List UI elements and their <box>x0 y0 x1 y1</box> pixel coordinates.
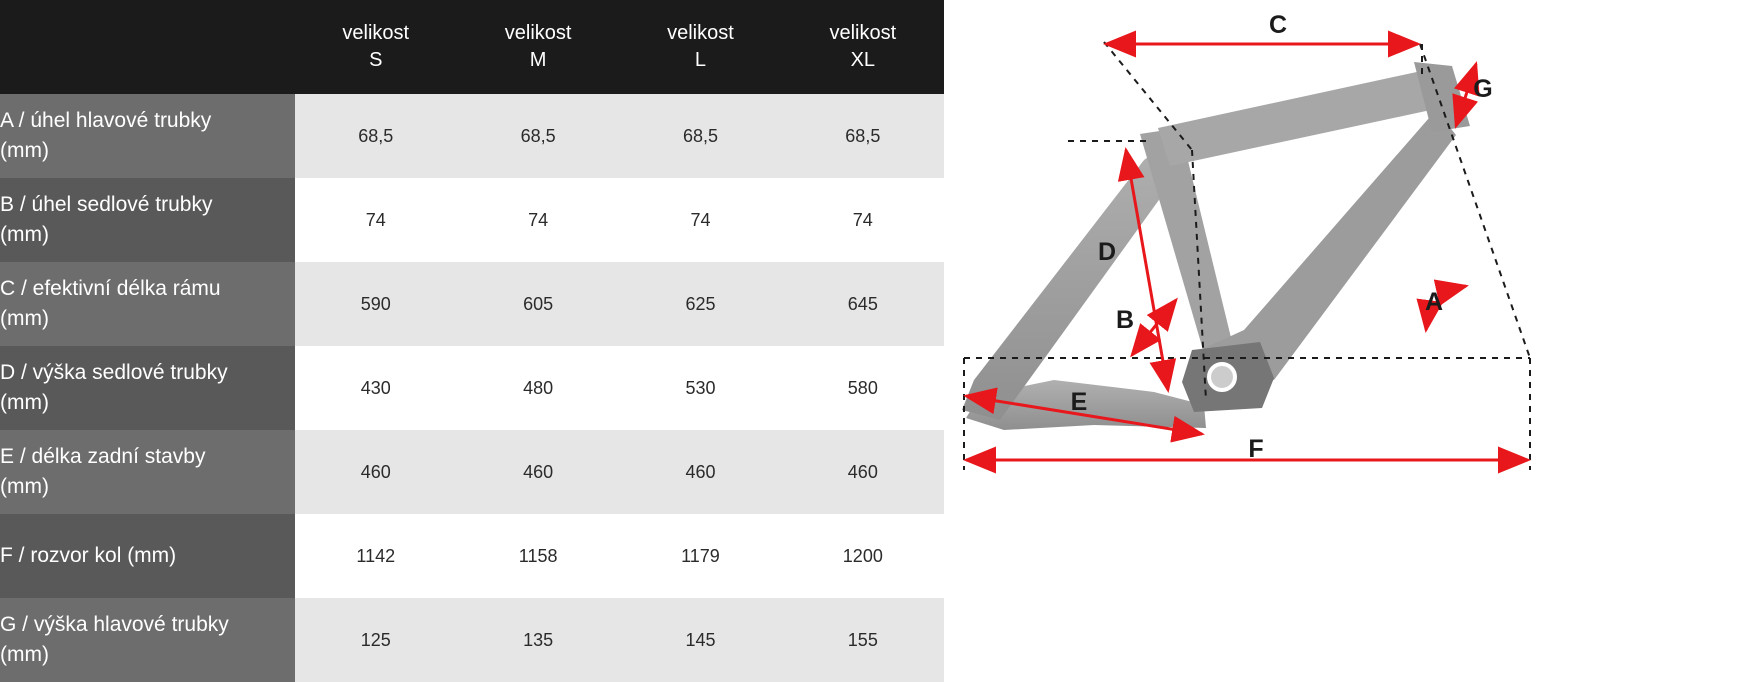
frame-shape-group <box>962 62 1470 430</box>
table-header-row <box>0 0 944 94</box>
cell-g-xl: 155 <box>782 598 944 682</box>
header-size-m <box>457 0 619 94</box>
table-row <box>0 346 944 430</box>
cell-f-l: 1179 <box>619 514 781 598</box>
cell-d-s: 430 <box>295 346 457 430</box>
frame-geometry-diagram <box>944 0 1747 676</box>
table-body <box>0 94 944 682</box>
row-label-b <box>0 178 295 262</box>
label-d: D <box>1097 238 1117 266</box>
cell-e-xl: 460 <box>782 430 944 514</box>
label-f: F <box>1248 435 1264 463</box>
row-label-c-unit: (mm) <box>0 307 49 330</box>
label-g: G <box>1473 75 1493 103</box>
header-size-s-line1: velikost <box>342 22 410 44</box>
row-label-e-text: E / délka zadní stavby <box>0 445 206 469</box>
cell-a-m: 68,5 <box>457 94 619 178</box>
table-row <box>0 178 944 262</box>
row-label-d-unit: (mm) <box>0 391 49 414</box>
header-size-l-line1: velikost <box>667 22 734 44</box>
cell-d-l: 530 <box>619 346 781 430</box>
row-label-g-unit: (mm) <box>0 643 49 666</box>
row-label-f <box>0 514 295 598</box>
table-row <box>0 262 944 346</box>
cell-c-m: 605 <box>457 262 619 346</box>
header-size-m-line1: velikost <box>504 22 572 44</box>
table-row <box>0 94 944 178</box>
label-a: A <box>1424 288 1444 316</box>
row-label-c <box>0 262 295 346</box>
cell-e-m: 460 <box>457 430 619 514</box>
bottom-bracket-icon <box>1209 364 1235 390</box>
cell-e-s: 460 <box>295 430 457 514</box>
cell-f-m: 1158 <box>457 514 619 598</box>
row-label-d-text: D / výška sedlové trubky <box>0 361 228 385</box>
row-label-e <box>0 430 295 514</box>
cell-g-m: 135 <box>457 598 619 682</box>
cell-b-xl: 74 <box>782 178 944 262</box>
cell-c-s: 590 <box>295 262 457 346</box>
row-label-g <box>0 598 295 682</box>
cell-a-xl: 68,5 <box>782 94 944 178</box>
cell-d-m: 480 <box>457 346 619 430</box>
row-label-f-text: F / rozvor kol (mm) <box>0 544 177 568</box>
header-size-s <box>295 0 457 94</box>
cell-c-xl: 645 <box>782 262 944 346</box>
table-row <box>0 430 944 514</box>
row-label-g-text: G / výška hlavové trubky <box>0 613 229 637</box>
row-label-a-text: A / úhel hlavové trubky <box>0 109 212 133</box>
cell-a-l: 68,5 <box>619 94 781 178</box>
cell-e-l: 460 <box>619 430 781 514</box>
cell-b-s: 74 <box>295 178 457 262</box>
cell-f-xl: 1200 <box>782 514 944 598</box>
cell-b-m: 74 <box>457 178 619 262</box>
header-size-l <box>619 0 781 94</box>
row-label-a-unit: (mm) <box>0 139 49 162</box>
table-header <box>0 0 944 94</box>
row-label-d <box>0 346 295 430</box>
header-size-m-line2: M <box>529 49 547 71</box>
cell-g-l: 145 <box>619 598 781 682</box>
cell-c-l: 625 <box>619 262 781 346</box>
table-row <box>0 598 944 682</box>
header-size-xl-line1: velikost <box>829 22 897 44</box>
row-label-e-unit: (mm) <box>0 475 49 498</box>
cell-g-s: 125 <box>295 598 457 682</box>
top-tube-shape <box>1158 70 1440 166</box>
label-e: E <box>1070 388 1088 416</box>
row-label-a <box>0 94 295 178</box>
cell-a-s: 68,5 <box>295 94 457 178</box>
header-size-xl-line2: XL <box>850 49 876 71</box>
cell-b-l: 74 <box>619 178 781 262</box>
header-blank-cell <box>0 0 295 94</box>
cell-d-xl: 580 <box>782 346 944 430</box>
header-size-xl <box>782 0 944 94</box>
row-label-b-text: B / úhel sedlové trubky <box>0 193 213 217</box>
cell-f-s: 1142 <box>295 514 457 598</box>
header-size-l-line2: L <box>694 49 707 71</box>
label-c: C <box>1268 11 1288 39</box>
header-size-s-line2: S <box>369 49 383 71</box>
label-b: B <box>1115 306 1135 334</box>
table-row <box>0 514 944 598</box>
row-label-c-text: C / efektivní délka rámu <box>0 277 221 301</box>
row-label-b-unit: (mm) <box>0 223 49 246</box>
